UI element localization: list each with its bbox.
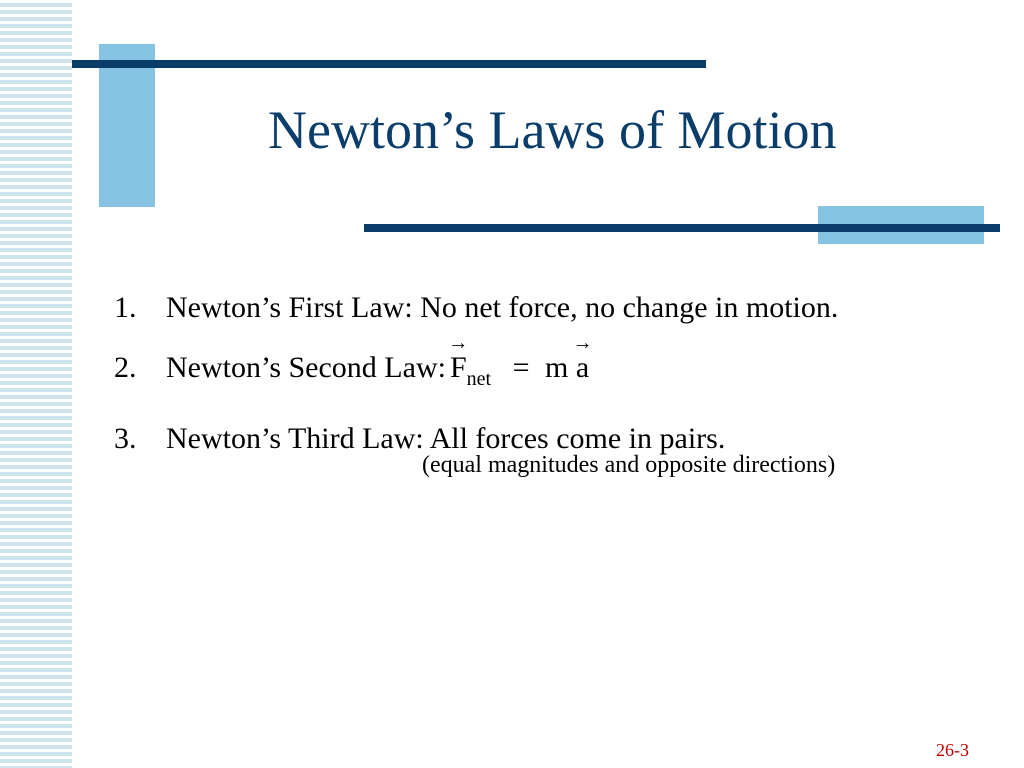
equals-sign: = bbox=[512, 351, 530, 384]
law-number: 2. bbox=[114, 351, 137, 384]
law-item-second bbox=[114, 332, 838, 399]
law-text: Newton’s First Law: No net force, no change in motion. bbox=[166, 291, 839, 324]
net-subscript: net bbox=[466, 368, 492, 390]
side-stripe-decoration bbox=[0, 0, 72, 768]
mass-symbol: m bbox=[545, 351, 569, 384]
title-rule-top bbox=[72, 60, 706, 68]
second-law-formula bbox=[448, 332, 593, 399]
law-text: Newton’s Third Law: All forces come in pairs. bbox=[166, 422, 726, 455]
net-force-vector bbox=[448, 332, 469, 388]
acceleration-symbol: a bbox=[575, 351, 590, 384]
title-rule-bottom bbox=[364, 224, 1000, 232]
third-law-note: (equal magnitudes and opposite directions) bbox=[422, 452, 836, 478]
law-text: Newton’s Second Law: bbox=[166, 351, 446, 384]
vector-arrow-icon: → bbox=[572, 332, 593, 354]
acceleration-vector bbox=[572, 332, 593, 388]
slide-number: 26-3 bbox=[936, 740, 969, 760]
law-number: 3. bbox=[114, 422, 137, 455]
law-item-first bbox=[114, 288, 838, 328]
law-list bbox=[114, 288, 838, 459]
force-symbol: F bbox=[449, 351, 467, 384]
slide-title: Newton’s Laws of Motion bbox=[268, 100, 837, 160]
law-number: 1. bbox=[114, 291, 137, 324]
accent-block-top bbox=[99, 44, 155, 207]
vector-arrow-icon: → bbox=[448, 332, 469, 354]
